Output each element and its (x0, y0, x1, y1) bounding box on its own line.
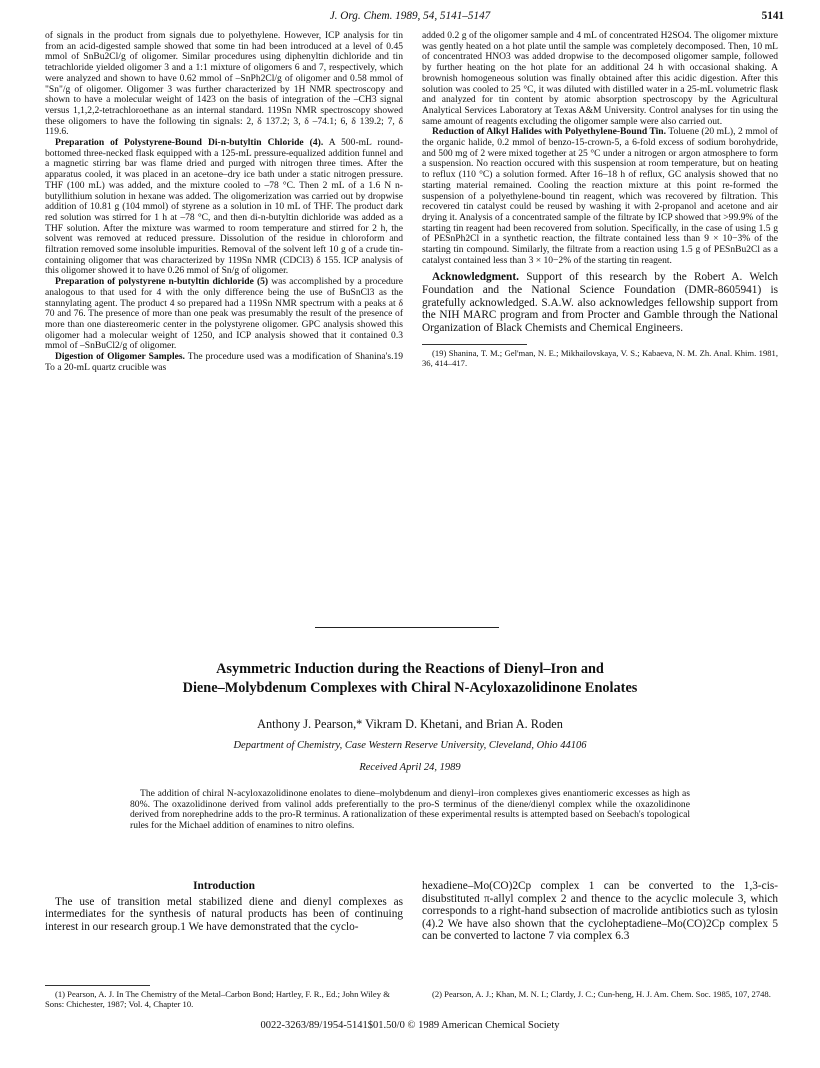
left-column (45, 31, 403, 374)
footnote-divider (422, 344, 527, 345)
paragraph-continued: of signals in the product from signals due to polyethylene. However, ICP analysis for tin from an acid-digested sample showed that some tin had been introduced at a level of 0.45 mmol of SnBu2Cl/g of oligomer. Similar procedures using diphenyltin dichloride and tin tetrachloride yielded oligomer 3 and a 1:1 mixture of oligomers 6 and 7, respectively, which were analyzed and shown to have 0.62 mmol of –SnPh2Cl/g of oligomer and 0.58 mmol of "Sn"/g of oligomer. Oligomer 3 was further characterized by 1H NMR spectroscopy and shown to have a molecular weight of 1423 on the basis of integration of the –CH3 signal versus 1,1,2,2-tetrachloroethane as an internal standard. 119Sn NMR spectroscopy showed these oligomers to have the following tin signals: 2, δ 137.2; 3, δ –74.1; 6, δ 139.2; 7, δ 119.6. (45, 30, 403, 138)
paragraph-continued: added 0.2 g of the oligomer sample and 4 mL of concentrated H2SO4. The oligomer mixture was gently heated on a hot plate until the sample was completely decomposed. Then, 10 mL of concentrated HNO3 was added dropwise to the decomposed oligomer sample, followed by further heating on the hot plate for an additional 24 h with occasional shaking. A brownish homogeneous solution was finally obtained after this acidic digestion. After this solution was cooled to 25 °C, it was diluted with distilled water in a 25-mL volumetric flask and analyzed for tin content by atomic absorption spectroscopy by the Agricultural Analytical Services Laboratory at Texas A&M University. Control analyses for tin using the same amount of reagents excluding the oligomer sample were also carried out. (422, 30, 778, 127)
introduction-left (45, 880, 403, 933)
journal-citation: J. Org. Chem. 1989, 54, 5141–5147 (329, 10, 491, 22)
abstract (130, 789, 690, 832)
footnote-2: (2) Pearson, A. J.; Khan, M. N. I.; Clardy, J. C.; Cun-heng, H. J. Am. Chem. Soc. 1985, 107, 2748. (432, 989, 771, 999)
abstract-text: The addition of chiral N-acyloxazolidinone enolates to diene–molybdenum and dienyl–iron complexes gives enantiomeric excesses as high as 80%. The oxazolidinone derived from valinol adds preferentially to the pro-S terminus of the diene/dienyl complex while the oxazolidinone derived from norephedrine adds to the pro-R terminus. A rationalization of these experimental results is attempted based on Seebach's topological rules for the Michael addition of enamines to nitro olefins. (130, 788, 690, 832)
subsection-heading: Reduction of Alkyl Halides with Polyethylene-Bound Tin. (432, 126, 666, 138)
paragraph-body: Toluene (20 mL), 2 mmol of the organic halide, 0.2 mmol of benzo-15-crown-5, a 6-fold excess of sodium borohydride, and 500 mg of 2 were mixed together at 25 °C under a nitrogen or argon atmosphere to form a suspension. No reaction occured with this suspension at room temperature, but on heating to reflux (110 °C) a solution formed. After 16–18 h of reflux, GC analysis showed that no starting material remained. Cooling the reaction mixture at this point re-formed the suspension of a polyethylene-bound tin reagent, which was recovered by filtration. This recovered tin catalyst could be reused by washing it with 2-propanol and acetone and air drying it. Analysis of a concentrated sample of the filtrate by ICP showed that >99.9% of the starting tin reagent had been recovered from solution. Specifically, in the case of using 1.5 g of PESnPh2Cl in a synthetic reaction, the filtrate contained less than 9 × 10−3% of the starting tin compound. Similarly, the filtrate from a reaction using 1.5 g of PESnBu2Cl as a catalyst contained less than 3 × 10−2% of the starting tin reagent. (422, 126, 778, 266)
footnote-divider (45, 985, 150, 986)
subsection-heading: Digestion of Oligomer Samples. (55, 351, 185, 363)
footnote-1: (1) Pearson, A. J. In The Chemistry of the Metal–Carbon Bond; Hartley, F. R., Ed.; John Wiley & Sons: Chichester, 1987; Vol. 4, Chapter 10. (45, 989, 390, 1009)
footnote-19: (19) Shanina, T. M.; Gel'man, N. E.; Mikhailovskaya, V. S.; Kabaeva, N. M. Zh. Anal. Khim. 1981, 36, 414–417. (422, 348, 778, 369)
page-number: 5141 (761, 10, 784, 22)
authors: Anthony J. Pearson,* Vikram D. Khetani, and Brian A. Roden (257, 717, 563, 731)
acknowledgment (422, 271, 778, 334)
paragraph-di-butyltin (45, 138, 403, 277)
introduction-text-continued: hexadiene–Mo(CO)2Cp complex 1 can be converted to the 1,3-cis-disubstituted π-allyl complex 2 and thence to the acyclic molecule 3, which corresponds to a right-hand subsection of macrolide antibiotics such as tylosin (4).2 We have also shown that the cycloheptadiene–Mo(CO)2Cp complex 5 can be converted to lactone 7 via complex 6.3 (422, 880, 778, 943)
introduction-right (422, 880, 778, 943)
affiliation: Department of Chemistry, Case Western Reserve University, Cleveland, Ohio 44106 (233, 740, 587, 751)
acknowledgment-body: Support of this research by the Robert A. Welch Foundation and the National Science Foundation (DMR-8605941) is gratefully acknowledged. S.A.W. also acknowledges fellowship support from the NIH MARC program and from Procter and Gamble through the National Organization of Black Chemists and Chemical Engineers. (422, 271, 778, 334)
title-line-2: Diene–Molybdenum Complexes with Chiral N-Acyloxazolidinone Enolates (182, 679, 638, 696)
subsection-heading: Preparation of Polystyrene-Bound Di-n-butyltin Chloride (4). (55, 137, 324, 149)
paragraph-body: The procedure used was a modification of Shanina's.19 To a 20-mL quartz crucible was (45, 351, 404, 373)
title-line-1: Asymmetric Induction during the Reactions of Dienyl–Iron and (216, 661, 604, 677)
introduction-heading: Introduction (193, 880, 255, 892)
paragraph-reduction (422, 127, 778, 266)
article-title (60, 660, 760, 697)
paragraph-digestion (45, 352, 403, 373)
acknowledgment-heading: Acknowledgment. (432, 271, 519, 284)
footnotes-right (422, 975, 778, 1000)
article-separator (315, 627, 499, 628)
introduction-text: The use of transition metal stabilized diene and dienyl complexes as intermediates for the synthesis of natural products has been of continuing interest in our research group.1 We have demonstrated that the cyclo- (45, 895, 403, 933)
received-date: Received April 24, 1989 (359, 762, 461, 773)
paragraph-body: was accomplished by a procedure analogous to that used for 4 with the only difference being the use of BuSnCl3 as the stannylating agent. The product 4 so prepared had a 119Sn NMR spectrum with a peaks at δ 70 and 76. The presence of more than one peak was presumably the result of the presence of more than one diastereomeric center in the polystyrene oligomer. GPC analysis showed this oligomer had a molecular weight of 1250, and ICP analysis showed that it contained 0.3 mmol of –SnBuCl2/g of oligomer. (45, 276, 403, 352)
running-head (0, 10, 820, 26)
paragraph-butyltin-dichloride (45, 277, 403, 352)
paragraph-body: A 500-mL round-bottomed three-necked flask equipped with a 125-mL pressure-equalized addition funnel and a magnetic stirring bar was flame dried and purged with nitrogen three times. After the apparatus cooled, it was placed in an acetone–dry ice bath under a static nitrogen pressure. THF (100 mL) was added, and the mixture cooled to –78 °C. Then 2 mL of a 1.6 N n-butyllithium solution in hexane was added. The oligomerization was carried out by dropwise addition of 10.81 g (104 mmol) of styrene as a solution in 10 mL of THF. The product dark red solution was stirred for 1 h at –78 °C, and then di-n-butyltin dichloride was added as a THF solution. After the mixture was warmed to room temperature and stirred for 2 h, the solvent was removed at reduced pressure. Dissolution of the residue in chloroform and filtration removed some insoluble impurities. Removal of the solvent left 10 g of a crude tin-containing oligomer that was characterized by 119Sn NMR (CDCl3) δ 155. ICP analysis of this oligomer showed it to have 0.26 mmol of Sn/g of oligomer. (45, 137, 404, 277)
copyright-footer: 0022-3263/89/1954-5141$01.50/0 © 1989 American Chemical Society (260, 1020, 560, 1031)
right-column (422, 31, 778, 369)
subsection-heading: Preparation of polystyrene n-butyltin dichloride (5) (55, 276, 269, 288)
footnotes-left (45, 975, 403, 1009)
